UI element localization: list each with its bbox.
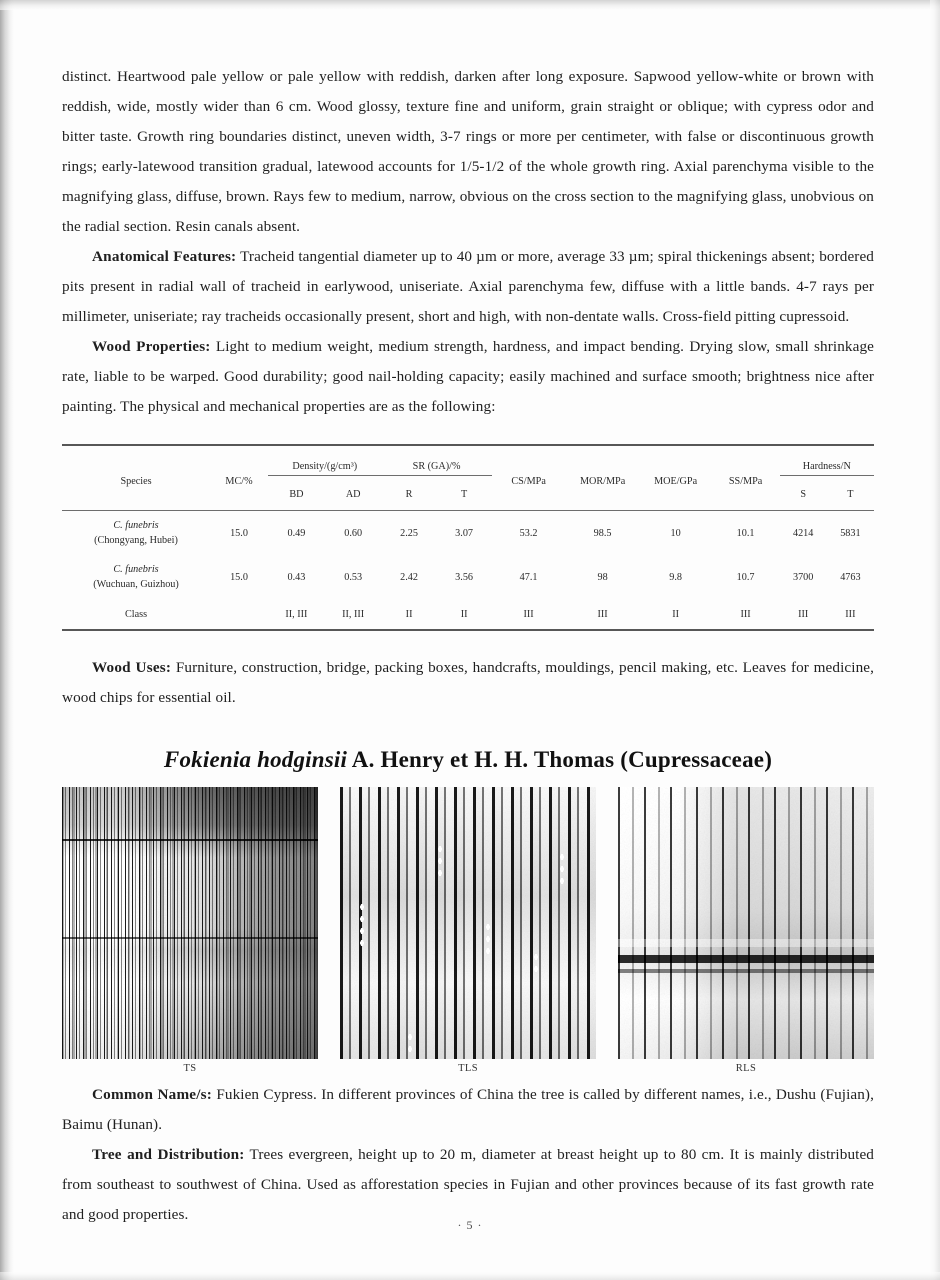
col-header-moe: MOE/GPa xyxy=(654,476,698,487)
species-heading xyxy=(62,747,874,773)
figure-tls xyxy=(340,787,596,1074)
cell-mor: 98.5 xyxy=(593,527,612,539)
scan-edge-shadow-top xyxy=(0,0,940,10)
species-scientific-name-heading: Fokienia hodginsii xyxy=(163,747,348,772)
cell-cs: 47.1 xyxy=(519,571,538,583)
cell-bd: 0.43 xyxy=(287,571,306,583)
col-header-cs: CS/MPa xyxy=(511,476,546,487)
grain-overlay-icon xyxy=(62,787,318,1059)
col-header-sr-t: T xyxy=(460,488,468,500)
cell-mor: 98 xyxy=(597,571,608,583)
cell-mc: 15.0 xyxy=(230,571,248,583)
table-head xyxy=(62,445,874,511)
col-header-ss: SS/MPa xyxy=(728,476,763,487)
figure-caption-tls: TLS xyxy=(458,1063,478,1074)
grain-overlay-icon xyxy=(340,787,596,1059)
scan-edge-shadow-bottom xyxy=(0,1272,940,1280)
hardness-group-label: Hardness/N xyxy=(780,461,874,476)
cell-class-ss: III xyxy=(740,608,751,620)
species-scientific-name: C. funebris xyxy=(113,564,159,575)
cell-sr-r: 2.42 xyxy=(400,571,418,583)
species-authority-heading: A. Henry et H. H. Thomas (Cupressaceae) xyxy=(347,747,773,772)
tree-distribution-text: Trees evergreen, height up to 20 m, diameter at breast height up to 80 cm. It is mainly distributed from southeast to southwest of China. Used as afforestation species in Fujian and other provinces because of its fast growth rate and good properties. xyxy=(62,1146,874,1223)
anatomical-features-label: Anatomical Features: xyxy=(92,248,237,265)
micrograph-figure-strip xyxy=(62,787,874,1074)
figure-ts xyxy=(62,787,318,1074)
micrograph-image-ts xyxy=(62,787,318,1059)
table-row xyxy=(62,555,874,599)
figure-caption-ts: TS xyxy=(183,1063,197,1074)
col-header-density-bd: BD xyxy=(289,488,304,500)
cell-class-mor: III xyxy=(597,608,608,620)
species-origin: (Wuchuan, Guizhou) xyxy=(93,579,179,590)
cell-species xyxy=(62,555,210,599)
cell-class-bd: II, III xyxy=(285,608,308,620)
col-header-sr-r: R xyxy=(405,488,413,500)
paragraph-common-names xyxy=(62,1080,874,1140)
cell-class-cs: III xyxy=(523,608,534,620)
col-header-species: Species xyxy=(120,476,152,487)
cell-hardness-t: 4763 xyxy=(840,571,861,583)
common-names-text: Fukien Cypress. In different provinces of China the tree is called by different names, i.e., Dushu (Fujian), Baimu (Hunan). xyxy=(62,1086,874,1133)
cell-class-sr-t: II xyxy=(460,608,468,620)
paragraph-wood-uses xyxy=(62,653,874,713)
cell-class-ad: II, III xyxy=(342,608,365,620)
species-scientific-name: C. funebris xyxy=(113,520,159,531)
common-names-label: Common Name/s: xyxy=(92,1086,213,1103)
paragraph-anatomical-features xyxy=(62,242,874,332)
species-origin: (Chongyang, Hubei) xyxy=(94,535,178,546)
cell-mc: 15.0 xyxy=(230,527,248,539)
wood-properties-label: Wood Properties: xyxy=(92,338,211,355)
cell-hardness-t: 5831 xyxy=(840,527,861,539)
col-header-hardness-t: T xyxy=(847,488,854,500)
cell-sr-t: 3.56 xyxy=(455,571,473,583)
micrograph-image-rls xyxy=(618,787,874,1059)
cell-ss: 10.1 xyxy=(736,527,755,539)
scan-edge-shadow-left xyxy=(0,0,14,1280)
page-number: · 5 · xyxy=(457,1218,483,1232)
page-content xyxy=(62,62,874,1230)
paragraph-wood-properties xyxy=(62,332,874,422)
wood-uses-label: Wood Uses: xyxy=(92,659,172,676)
wood-properties-text: Light to medium weight, medium strength, hardness, and impact bending. Drying slow, small shrinkage rate, liable to be warped. Good durability; good nail-holding capacity; easily machined and surface smooth; brightness nice after painting. The physical and mechanical properties are as the following: xyxy=(62,338,874,415)
cell-class-mc xyxy=(210,599,268,630)
cell-cs: 53.2 xyxy=(519,527,538,539)
cell-class-hardness-s: III xyxy=(798,608,809,620)
cell-ad: 0.60 xyxy=(344,527,363,539)
cell-sr-t: 3.07 xyxy=(455,527,473,539)
grain-overlay-icon xyxy=(618,787,874,1059)
table-row xyxy=(62,511,874,556)
col-header-density-group xyxy=(268,445,382,483)
density-group-label: Density/(g/cm³) xyxy=(268,461,382,476)
col-header-mc: MC/% xyxy=(225,476,253,487)
table-header-row-groups xyxy=(62,445,874,483)
cell-species xyxy=(62,511,210,556)
cell-moe: 10 xyxy=(670,527,681,539)
paragraph-tree-and-distribution xyxy=(62,1140,874,1230)
paragraph-continued: distinct. Heartwood pale yellow or pale yellow with reddish, darken after long exposure. Sapwood yellow-white or brown with reddish, wide, mostly wider than 6 cm. Wood glossy, texture fine and uniform, grain straight or oblique; with cypress odor and bitter taste. Growth ring boundaries distinct, uneven width, 3-7 rings or more per centimeter, with false or discontinuous growth rings; early-latewood transition gradual, latewood accounts for 1/5-1/2 of the whole growth ring. Axial parenchyma visible to the magnifying glass, diffuse, brown. Rays few to medium, narrow, obvious on the cross section to the magnifying glass, unobvious on the radial section. Resin canals absent. xyxy=(62,68,874,235)
table-body xyxy=(62,511,874,631)
scan-edge-shadow-right xyxy=(930,0,940,1280)
properties-table-container xyxy=(62,444,874,631)
cell-ss: 10.7 xyxy=(736,571,755,583)
physical-mechanical-properties-table xyxy=(62,444,874,631)
micrograph-image-tls xyxy=(340,787,596,1059)
sr-group-label: SR (GA)/% xyxy=(382,461,492,476)
col-header-hardness-group xyxy=(780,445,874,483)
figure-caption-rls: RLS xyxy=(735,1063,757,1074)
tree-distribution-label: Tree and Distribution: xyxy=(92,1146,245,1163)
cell-class-hardness-t: III xyxy=(845,608,856,620)
col-header-mor: MOR/MPa xyxy=(579,476,626,487)
cell-class-sr-r: II xyxy=(405,608,413,620)
cell-class-moe: II xyxy=(672,608,679,620)
cell-bd: 0.49 xyxy=(287,527,306,539)
wood-uses-text: Furniture, construction, bridge, packing boxes, handcrafts, mouldings, pencil making, etc. Leaves for medicine, wood chips for essential oil. xyxy=(62,659,875,706)
cell-hardness-s: 3700 xyxy=(792,571,814,583)
col-header-hardness-s: S xyxy=(800,488,807,500)
figure-rls xyxy=(618,787,874,1074)
cell-class-label: Class xyxy=(124,608,148,620)
cell-sr-r: 2.25 xyxy=(400,527,418,539)
table-row-class xyxy=(62,599,874,630)
col-header-sr-group xyxy=(382,445,492,483)
col-header-density-ad: AD xyxy=(345,488,361,500)
anatomical-features-text: Tracheid tangential diameter up to 40 µm or more, average 33 µm; spiral thickenings absent; bordered pits present in radial wall of tracheid in earlywood, uniseriate. Axial parenchyma few, diffuse with a little bands. 4-7 rays per millimeter, uniseriate; ray tracheids occasionally present, short and high, with non-dentate walls. Cross-field pitting cupressoid. xyxy=(62,248,874,325)
cell-ad: 0.53 xyxy=(344,571,363,583)
cell-hardness-s: 4214 xyxy=(792,527,814,539)
cell-moe: 9.8 xyxy=(669,571,682,583)
